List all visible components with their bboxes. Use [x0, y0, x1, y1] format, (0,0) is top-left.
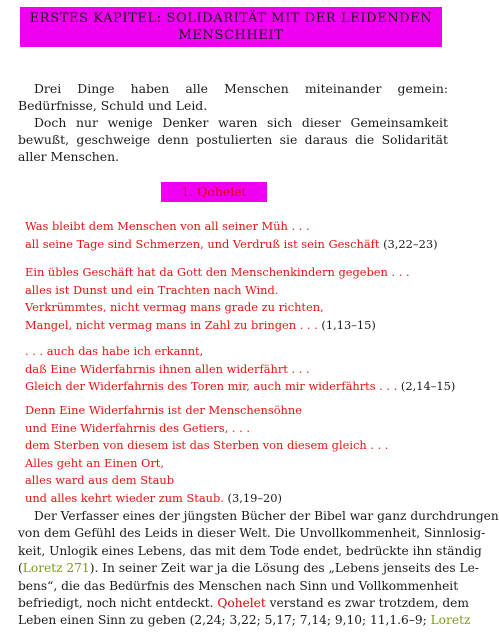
- quote-line: und Eine Widerfahrnis des Getiers, . . .: [25, 420, 251, 435]
- intro-paragraph-1: Drei Dinge haben alle Menschen miteinander gemein: Bedürfnisse, Schuld und Leid.: [18, 81, 448, 113]
- closing-text: (: [18, 561, 23, 576]
- closing-line: Der Verfasser eines der jüngsten Bücher der Bibel war ganz durchdrungen: [34, 509, 499, 523]
- quote-line-text: Gleich der Widerfahrnis des Toren mir, auch mir widerfährts . . .: [25, 379, 398, 393]
- citation-link[interactable]: Loretz: [430, 613, 471, 628]
- quote-line: . . . auch das habe ich erkannt,: [25, 344, 204, 358]
- quote-line-text: Mangel, nicht vermag mans in Zahl zu bringen . . .: [25, 317, 318, 332]
- closing-text: ). In seiner Zeit war ja die Lösung des „Lebens jenseits des Le-: [89, 561, 479, 576]
- verse-reference: (3,19–20): [227, 490, 282, 505]
- quote-line: alles ist Dunst und ein Trachten nach Wind.: [25, 282, 279, 297]
- closing-line: [18, 595, 469, 612]
- quote-line: [25, 236, 455, 254]
- quote-line-text: und alles kehrt wieder zum Staub.: [25, 490, 224, 505]
- chapter-title-line-1: ERSTES KAPITEL: SOLIDARITÄT MIT DER LEIDENDEN: [29, 11, 433, 26]
- quote-line: Verkrümmtes, nicht vermag mans grade zu richten,: [25, 300, 324, 314]
- closing-line: keit, Unlogik eines Lebens, das mit dem Tode endet, bedrückte ihn ständig: [18, 543, 482, 558]
- chapter-title: [20, 7, 442, 47]
- qohelet-link[interactable]: Qohelet: [217, 596, 266, 611]
- intro-paragraph-2: Doch nur wenige Denker waren sich dieser Gemeinsamkeit bewußt, geschweige denn postulierten sie daraus die Solidarität aller Menschen.: [18, 115, 448, 164]
- verse-reference: (1,13–15): [321, 317, 376, 332]
- quote-line: Was bleibt dem Menschen von all seiner Müh . . .: [25, 219, 310, 233]
- closing-paragraph: [18, 508, 499, 630]
- quote-line: [25, 317, 455, 335]
- verse-reference: (3,22–23): [383, 236, 438, 251]
- intro-text: [18, 80, 448, 165]
- quote-line: Ein übles Geschäft hat da Gott den Menschenkindern gegeben . . .: [25, 265, 410, 279]
- quote-line: dem Sterben von diesem ist das Sterben von diesem gleich . . .: [25, 438, 389, 452]
- quote-line: [25, 490, 455, 508]
- quote-line: daß Eine Widerfahrnis ihnen allen widerfährt . . .: [25, 361, 310, 376]
- quote-block-1: [25, 218, 455, 253]
- quote-block-2: [25, 264, 455, 334]
- closing-text: Leben einen Sinn zu geben (2,24; 3,22; 5,17; 7,14; 9,10; 11,1.6–9;: [18, 613, 431, 628]
- quote-line: Alles geht an Einen Ort,: [25, 455, 165, 470]
- closing-text: verstand es zwar trotzdem, dem: [265, 596, 469, 611]
- quote-line: [25, 378, 455, 396]
- chapter-title-line-2: MENSCHHEIT: [178, 28, 284, 43]
- citation-link[interactable]: Loretz 271: [22, 561, 90, 576]
- closing-line: [18, 560, 479, 577]
- closing-line: von dem Gefühl des Leids in dieser Welt. Die Unvollkommenheit, Sinnlosig-: [18, 526, 486, 541]
- verse-reference: (2,14–15): [400, 379, 456, 393]
- closing-line: [18, 612, 471, 629]
- quote-block-4: [25, 402, 455, 507]
- quote-line: alles ward aus dem Staub: [25, 473, 175, 487]
- closing-line: bens“, die das Bedürfnis des Menschen nach Sinn und Vollkommenheit: [18, 578, 459, 593]
- closing-text: befriedigt, noch nicht entdeckt.: [18, 596, 218, 611]
- section-heading: 1. Qohelet: [161, 182, 267, 202]
- quote-block-3: [25, 343, 455, 396]
- quote-line: Denn Eine Widerfahrnis ist der Menschensöhne: [25, 403, 302, 417]
- quote-line-text: all seine Tage sind Schmerzen, und Verdruß ist sein Geschäft: [25, 236, 380, 251]
